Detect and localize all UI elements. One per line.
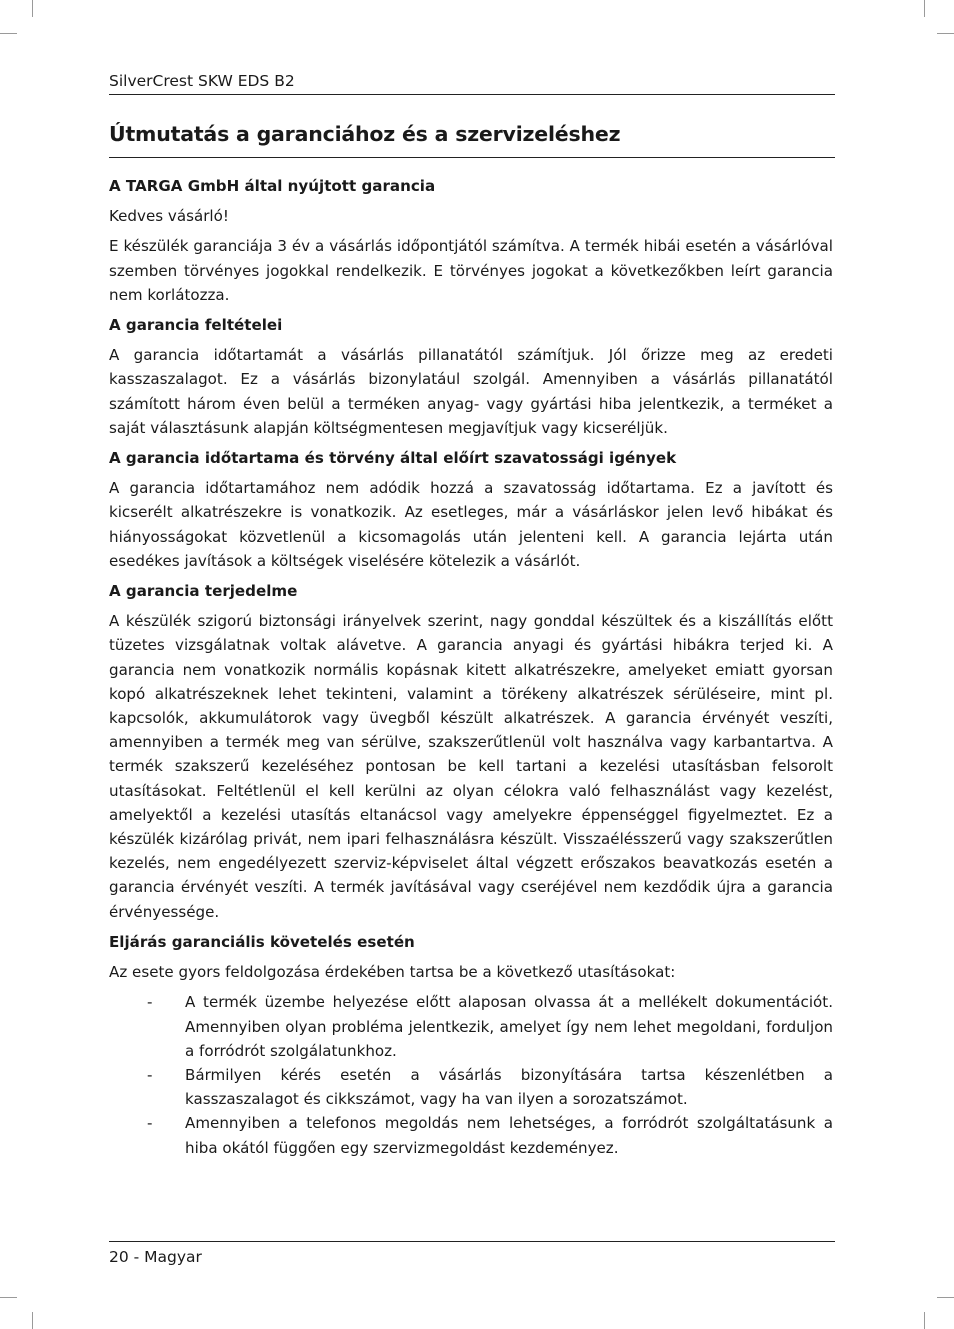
paragraph: Az esete gyors feldolgozása érdekében tartsa be a következő utasításokat: [109,963,676,982]
crop-mark [924,1312,925,1329]
crop-mark [924,0,925,17]
list-marker: - [147,1114,153,1133]
list-marker: - [147,993,153,1012]
page-number: 20 - Magyar [109,1248,202,1266]
section-heading: A garancia terjedelme [109,582,298,601]
list-item-text: Amennyiben a telefonos megoldás nem lehetséges, a forródrót szolgáltatásunk a hiba okától függően egy szervizmegoldást kezdeményez. [185,1114,833,1157]
section-guarantee-scope [109,579,833,924]
crop-mark [937,33,954,34]
section-guarantee-duration [109,446,833,573]
running-header: SilverCrest SKW EDS B2 [109,72,295,90]
crop-mark [0,1297,17,1298]
section-heading: Eljárás garanciális követelés esetén [109,932,415,951]
document-body [109,174,833,1160]
section-heading: A garancia időtartama és törvény által előírt szavatossági igények [109,449,677,468]
section-claim-procedure [109,930,833,1160]
title-rule [109,157,835,158]
list-item [109,1063,833,1111]
list-item [109,1111,833,1159]
header-rule [109,94,835,95]
section-heading: A TARGA GmbH által nyújtott garancia [109,177,436,195]
crop-mark [32,0,33,17]
paragraph: A készülék szigorú biztonsági irányelvek szerint, nagy gonddal készültek és a kiszállítás előtt tüzetes vizsgálatnak voltak alávetve. A garancia anyagi és gyártási hibákra terjed ki. A garancia nem vonatkozik normális kopásnak kitett alkatrészekre, amelyeket emiatt gyorsan kopó alkatrészeknek lehet tekinteni, valamint a törékeny alkatrészek sérüléseire, mint pl. kapcsolók, akkumulátorok vagy üvegből készült alkatrészek. A garancia érvényét veszíti, amennyiben a termék meg van sérülve, szakszerűtlenül volt használva vagy karbantartva. A termék szakszerű kezeléséhez pontosan be kell tartani a kezelési utasításban felsorolt utasításokat. Feltétlenül el kell kerülni az olyan célokra való felhasználást vagy kezelést, amelyektől a kezelési utasítás eltanácsol vagy amelyekre éppenséggel figyelmeztet. Ez a készülék kizárólag privát, nem ipari felhasználásra készült. Visszaélésszerű vagy szakszerűtlen kezelés, nem engedélyezett szerviz-képviselet által végzett erőszakos beavatkozás esetén a garancia érvényét veszíti. A termék javításával vagy cseréjével nem kezdődik újra a garancia érvényessége. [109,612,833,921]
instruction-list [109,990,833,1159]
section-targa-guarantee [109,174,833,307]
crop-mark [32,1312,33,1329]
list-item-text: A termék üzembe helyezése előtt alaposan olvassa át a mellékelt dokumentációt. Amennyiben olyan probléma jelentkezik, amelyet így nem lehet megoldani, forduljon a forródrót szolgálatunkhoz. [185,993,833,1060]
paragraph: A garancia időtartamát a vásárlás pillanatától számítjuk. Jól őrizze meg az eredeti kasszaszalagot. Ez a vásárlás bizonylatául szolgál. Amennyiben a vásárlás pillanatától számított három éven belül a terméken anyag- vagy gyártási hiba jelentkezik, a terméket a saját választásunk alapján költségmentesen megjavítjuk vagy kicseréljük. [109,346,833,437]
greeting: Kedves vásárló! [109,207,229,226]
list-item [109,990,833,1063]
crop-mark [0,33,17,34]
section-guarantee-conditions [109,313,833,440]
footer-rule [109,1241,835,1242]
section-heading: A garancia feltételei [109,316,283,335]
paragraph: E készülék garanciája 3 év a vásárlás időpontjától számítva. A termék hibái esetén a vásárlóval szemben törvényes jogokkal rendelkezik. E törvényes jogokat a következőkben leírt garancia nem korlátozza. [109,237,833,304]
paragraph: A garancia időtartamához nem adódik hozzá a szavatosság időtartama. Ez a javított és kicserélt alkatrészekre is vonatkozik. Az esetleges, már a vásárláskor jelen levő hibákat és hiányosságokat közvetlenül a kicsomagolás után jelenteni kell. A garancia lejárta után esedékes javítások a költségek viselésére kötelezik a vásárlót. [109,479,833,570]
crop-mark [937,1297,954,1298]
list-item-text: Bármilyen kérés esetén a vásárlás bizonyítására tartsa készenlétben a kasszaszalagot és cikkszámot, vagy ha van ilyen a sorozatszámot. [185,1065,833,1109]
page-title: Útmutatás a garanciához és a szervizeléshez [109,122,621,146]
list-marker: - [147,1065,153,1084]
